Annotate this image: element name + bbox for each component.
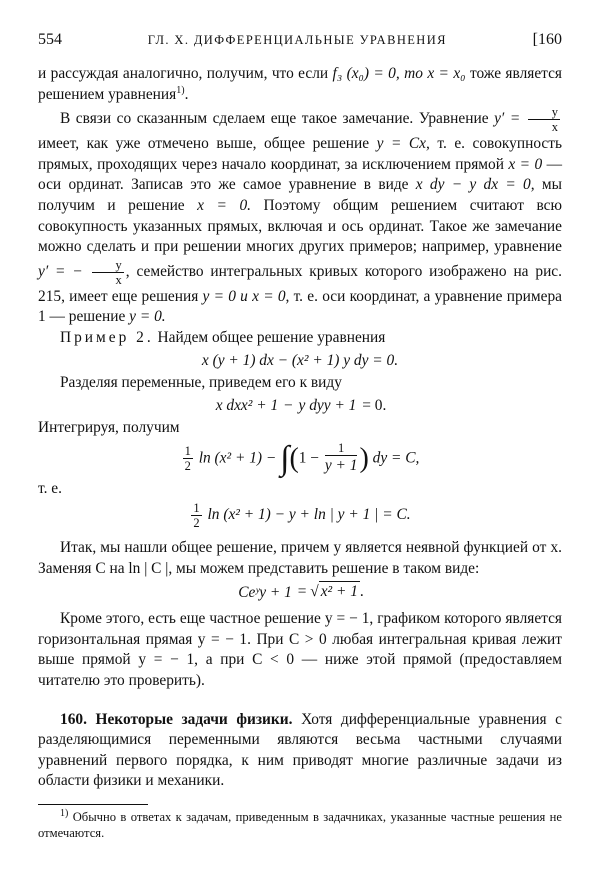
text: и рассуждая аналогично, получим, что если — [38, 65, 333, 82]
paragraph-separate: Разделяя переменные, приведем его к виду — [60, 374, 342, 392]
numerator: 1 — [184, 444, 191, 459]
math-inline: ln (x² + 1) − — [194, 449, 281, 467]
numerator: x dx — [215, 396, 241, 414]
footnote-ref: 1) — [176, 84, 185, 96]
integral-sign: ∫ — [280, 439, 290, 477]
operator: = 0. — [358, 396, 387, 414]
text: Найдем общее решение уравнения — [153, 328, 386, 346]
denominator: x — [551, 120, 558, 135]
running-header — [38, 30, 562, 54]
denominator: 2 — [184, 459, 191, 474]
text: , семейство интегральных кривых которого изображено на рис. 215, имеет еще решения — [38, 262, 562, 305]
paragraph-3: Итак, мы нашли общее решение, причем y является неявной функцией от x. Заменяя C на ln | C |, мы можем представить решение в таком виде: — [38, 539, 562, 577]
text: т. е. совокупность прямых, проходящих через начало координат, за исключением прямой — [38, 135, 562, 173]
text: имеет, как уже отмечено выше, общее решение — [38, 135, 377, 153]
math-inline: dy = C, — [368, 449, 420, 467]
footnote-divider — [38, 804, 148, 805]
math-inline: y = 0. — [129, 308, 166, 326]
equation-2 — [38, 396, 562, 417]
fraction — [183, 444, 193, 473]
equation-3 — [38, 441, 562, 477]
text: . — [184, 85, 189, 103]
numerator: 1 — [193, 501, 200, 516]
footnote-mark: 1) — [60, 807, 69, 819]
numerator: y — [92, 258, 124, 273]
text: Поэтому общим решением считают всю совокупность указанных прямых, включая и ось ординат. Такое же замечание можно сделать и при решении многих других примеров; например, уравнение — [38, 196, 562, 256]
fraction — [191, 501, 201, 530]
section-160 — [38, 710, 562, 792]
equation-5 — [38, 581, 562, 603]
denominator: y + 1 — [324, 457, 358, 475]
math-inline: x = 0 — [508, 155, 543, 173]
fraction — [528, 105, 560, 134]
math-inline: 1 − — [298, 449, 323, 467]
denominator: x² + 1 — [240, 396, 279, 414]
math-inline: y′ = — [494, 110, 526, 128]
text: Хотя дифференциальные уравнения с разделяющимися переменными являются весьма частными случаями уравнений первого порядка, к ним приводят многие различные задачи из области физики и механики. — [38, 710, 562, 790]
fraction — [92, 258, 124, 287]
numerator: y dy — [298, 396, 324, 414]
math-inline: y = Cx, — [376, 135, 430, 153]
denominator: 2 — [193, 516, 200, 531]
paragraph-1 — [38, 64, 562, 105]
equation-4 — [38, 501, 562, 530]
operator: = √ — [293, 583, 319, 601]
text: В связи со сказанным сделаем еще такое замечание. Уравнение — [60, 110, 489, 128]
text: мы получим и решение — [38, 176, 562, 214]
math-inline: y = 0 и x = 0, — [202, 287, 290, 305]
math-inline: x = 0. — [197, 196, 251, 214]
fraction — [325, 441, 358, 477]
footnote-text: Обычно в ответах к задачам, приведенным в задачниках, указанные частные решения не отмечаются. — [38, 809, 562, 840]
numerator: y — [528, 105, 560, 120]
text: тоже является решением уравнения — [38, 65, 562, 103]
example-heading — [38, 328, 562, 349]
section-title: 160. Некоторые задачи физики. — [60, 710, 293, 728]
text: — оси ординат. Записав это же самое уравнение в виде — [38, 155, 562, 194]
example-label: Пример 2. — [60, 328, 154, 346]
text: т. е. оси координат, а уравнение примера 1 — решение — [38, 287, 562, 326]
footnote — [38, 809, 562, 841]
denominator: y + 1 — [259, 583, 292, 601]
math-inline: f₃ (x₀) = 0, то x = x₀ — [332, 65, 466, 82]
paragraph-4: Кроме этого, есть еще частное решение y = − 1, графиком которого является горизонтальная прямая y = − 1. При C > 0 любая интегральная кривая лежит выше прямой y = − 1, а при C < 0 — ниже этой прямой (предоставляем читателю это проверить). — [38, 610, 562, 689]
paragraph-2 — [38, 105, 562, 328]
math-inline: ln (x² + 1) − y + ln | y + 1 | = C. — [203, 506, 411, 524]
paragraph-integrate: Интегрируя, получим — [38, 419, 180, 437]
fraction — [238, 583, 292, 604]
paren: ) — [359, 442, 369, 474]
radicand: x² + 1 — [319, 581, 360, 603]
operator: − — [280, 396, 297, 414]
text-te: т. е. — [38, 479, 62, 497]
math-inline: y′ = − — [38, 262, 90, 280]
paren: ( — [289, 442, 299, 474]
fraction — [216, 396, 278, 417]
chapter-title: ГЛ. X. ДИФФЕРЕНЦИАЛЬНЫЕ УРАВНЕНИЯ — [147, 33, 447, 47]
denominator: y + 1 — [323, 396, 357, 414]
denominator: x — [115, 272, 122, 287]
fraction — [299, 396, 357, 417]
math-inline: x dy − y dx = 0, — [415, 176, 535, 194]
section-number: [160 — [532, 31, 562, 48]
operator: . — [359, 583, 364, 601]
numerator: 1 — [325, 441, 358, 456]
numerator: Ceʸ — [238, 583, 260, 601]
equation-1: x (y + 1) dx − (x² + 1) y dy = 0. — [201, 351, 399, 369]
page-number: 554 — [38, 31, 62, 48]
